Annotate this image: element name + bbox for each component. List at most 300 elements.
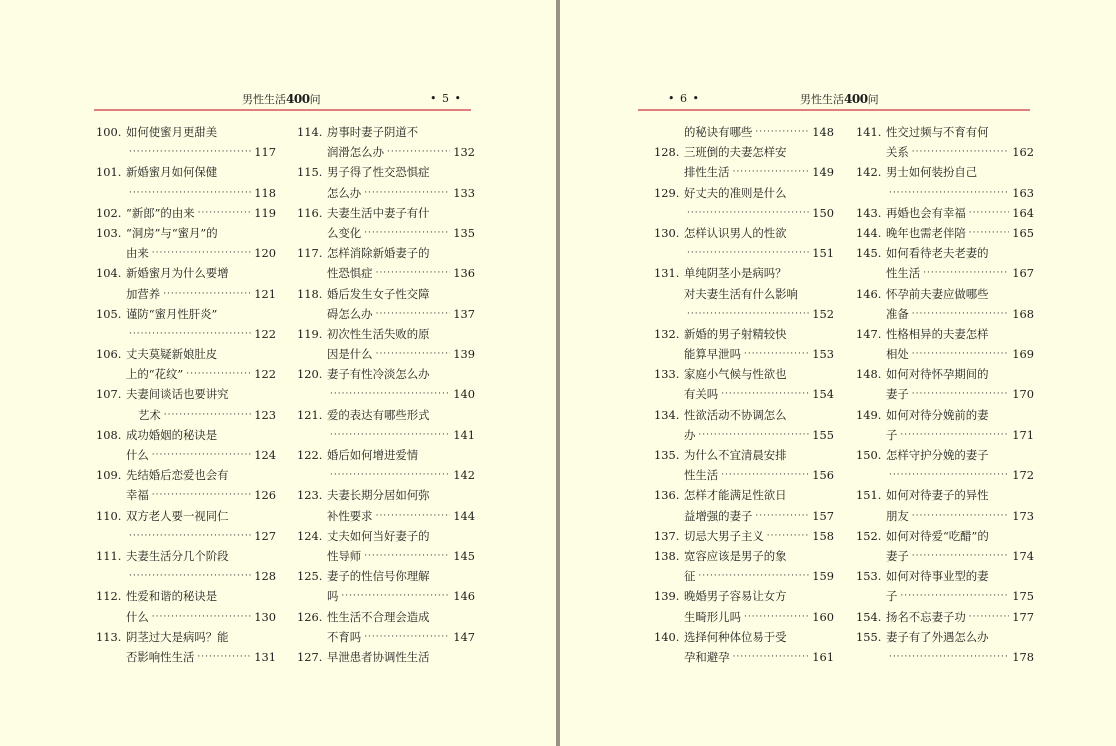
entry-page-number: 167 [1012, 266, 1034, 281]
toc-line [297, 284, 475, 304]
toc-line [654, 344, 834, 364]
toc-line [654, 506, 834, 526]
toc-line [297, 647, 475, 667]
entry-title: 初次性生活失败的原 [327, 326, 430, 341]
leader-dots [733, 162, 809, 182]
entry-page-number [787, 183, 809, 203]
leader-dots [767, 526, 809, 546]
left-page [0, 0, 556, 746]
toc-line [654, 445, 834, 465]
leader-dots [164, 405, 251, 425]
entry-page-number: 122 [254, 367, 276, 382]
entry-page-number: 157 [812, 508, 834, 523]
entry-number: 112. [96, 589, 122, 604]
leader-dots [969, 203, 1009, 223]
toc-line [856, 223, 1034, 243]
toc-line [856, 364, 1034, 384]
toc-line [96, 223, 276, 243]
entry-title: 否影响性生活 [126, 649, 195, 664]
entry-title: 妻子 [886, 548, 909, 563]
entry-page-number: 152 [812, 306, 834, 321]
entry-page-number [430, 284, 452, 304]
entry-page-number [430, 405, 452, 425]
entry-page-number [787, 142, 809, 162]
toc-line [654, 647, 834, 667]
toc-line [856, 263, 1034, 283]
toc-line [96, 546, 276, 566]
entry-number [654, 425, 684, 445]
entry-title: 如何看待老夫老妻的 [886, 246, 989, 261]
toc-line [856, 627, 1034, 647]
toc-line [856, 344, 1034, 364]
leader-dots [900, 586, 1009, 606]
entry-title: 晚年也需老伴陪 [886, 225, 966, 240]
entry-title: 婚后如何增进爱情 [327, 448, 419, 462]
entry-page-number: 155 [812, 427, 834, 442]
entry-page-number [430, 607, 452, 627]
entry-page-number [430, 324, 452, 344]
entry-page-number: 177 [1012, 609, 1034, 624]
entry-number: 117. [297, 246, 323, 261]
entry-page-number [787, 445, 809, 465]
entry-page-number [787, 546, 809, 566]
entry-page-number [430, 364, 452, 384]
entry-page-number [229, 384, 251, 404]
entry-title: 婚后发生女子性交障 [327, 286, 430, 301]
entry-number [654, 465, 684, 485]
entry-number: 134. [654, 407, 680, 422]
entry-number [96, 142, 126, 162]
entry-title: 怎样消除新婚妻子的 [327, 246, 430, 261]
entry-number: 137. [654, 528, 680, 543]
entry-page-number [430, 243, 452, 263]
toc-line [654, 142, 834, 162]
entry-number: 146. [856, 286, 882, 301]
toc-line [654, 203, 834, 223]
leader-dots [152, 607, 251, 627]
entry-number [297, 263, 327, 283]
entry-title: 吗 [327, 589, 339, 604]
entry-number: 126. [297, 609, 323, 624]
entry-title: 如何对待爱“吃醋”的 [886, 528, 989, 543]
entry-page-number [430, 566, 452, 586]
toc-column [297, 122, 475, 667]
entry-title: 妻子的性信号你理解 [327, 569, 430, 584]
entry-number [297, 384, 327, 404]
entry-title: 有关吗 [684, 387, 719, 402]
toc-line [856, 607, 1034, 627]
entry-number: 123. [297, 488, 323, 503]
toc-line [856, 304, 1034, 324]
leader-dots [721, 465, 809, 485]
entry-page-number: 131 [254, 649, 276, 664]
entry-title: 阴茎过大是病吗？能 [126, 629, 229, 644]
entry-number: 101. [96, 165, 122, 180]
entry-number: 149. [856, 407, 882, 422]
leader-dots [152, 445, 251, 465]
entry-number: 147. [856, 326, 882, 341]
entry-page-number: 154 [812, 387, 834, 402]
entry-number [856, 384, 886, 404]
entry-number: 109. [96, 468, 122, 483]
entry-number [856, 183, 886, 203]
entry-number [96, 284, 126, 304]
toc-line [654, 122, 834, 142]
entry-title: 性生活 [886, 266, 921, 281]
entry-page-number [430, 203, 452, 223]
entry-number [96, 183, 126, 203]
entry-number: 104. [96, 266, 122, 281]
toc-line [297, 627, 475, 647]
page-number: • 6 • [668, 92, 700, 105]
entry-page-number [989, 566, 1011, 586]
leader-dots [889, 183, 1009, 203]
toc-line [96, 162, 276, 182]
leader-dots [152, 243, 251, 263]
entry-title: 单纯阴茎小是病吗？ [684, 266, 787, 281]
entry-page-number [787, 223, 809, 243]
entry-title: “新郎”的由来 [126, 205, 195, 220]
leader-dots [330, 425, 450, 445]
entry-title: 新婚蜜月为什么要增 [126, 266, 229, 281]
leader-dots [900, 425, 1009, 445]
entry-number [297, 142, 327, 162]
entry-page-number: 165 [1012, 225, 1034, 240]
leader-dots [163, 284, 251, 304]
toc-line [96, 284, 276, 304]
entry-number: 140. [654, 629, 680, 644]
entry-page-number: 158 [812, 528, 834, 543]
indent [126, 405, 138, 425]
entry-page-number: 142 [453, 468, 475, 483]
entry-title: 的秘诀有哪些 [684, 125, 753, 139]
entry-page-number: 150 [812, 205, 834, 220]
toc-column [654, 122, 834, 667]
toc-line [96, 627, 276, 647]
toc-line [856, 384, 1034, 404]
entry-page-number: 149 [812, 165, 834, 180]
entry-number [96, 566, 126, 586]
leader-dots [376, 263, 450, 283]
toc-line [856, 526, 1034, 546]
entry-number: 131. [654, 266, 680, 281]
entry-page-number: 164 [1012, 205, 1034, 220]
entry-number [96, 526, 126, 546]
leader-dots [687, 304, 809, 324]
entry-title: 由来 [126, 246, 149, 261]
entry-page-number: 146 [453, 589, 475, 604]
toc-line [297, 506, 475, 526]
entry-number [654, 566, 684, 586]
entry-title: 夫妻长期分居如何弥 [327, 488, 430, 503]
leader-dots [969, 223, 1009, 243]
leader-dots [912, 384, 1009, 404]
entry-number [856, 465, 886, 485]
toc-line [297, 526, 475, 546]
toc-line [96, 465, 276, 485]
toc-line [856, 586, 1034, 606]
entry-title: 相处 [886, 347, 909, 362]
entry-page-number [989, 324, 1011, 344]
entry-title: 什么 [126, 448, 149, 462]
entry-page-number: 162 [1012, 145, 1034, 160]
toc-line [856, 506, 1034, 526]
entry-number [856, 586, 886, 606]
entry-page-number: 169 [1012, 347, 1034, 362]
entry-page-number: 173 [1012, 508, 1034, 523]
entry-page-number: 128 [254, 569, 276, 584]
leader-dots [687, 203, 809, 223]
entry-page-number [989, 405, 1011, 425]
toc-line [297, 546, 475, 566]
entry-title: 怎样守护分娩的妻子 [886, 448, 989, 462]
entry-page-number: 123 [254, 407, 276, 422]
entry-page-number: 161 [812, 649, 834, 664]
entry-page-number: 119 [254, 205, 276, 220]
toc-line [654, 586, 834, 606]
entry-page-number: 172 [1012, 468, 1034, 483]
toc-line [654, 162, 834, 182]
entry-title: 怎样认识男人的性欲 [684, 225, 787, 240]
toc-line [297, 607, 475, 627]
toc-line [654, 243, 834, 263]
entry-title: 上的“花纹” [126, 367, 184, 382]
entry-page-number: 136 [453, 266, 475, 281]
entry-number [297, 425, 327, 445]
toc-line [654, 183, 834, 203]
entry-page-number: 124 [254, 448, 276, 462]
toc-line [297, 263, 475, 283]
entry-page-number: 145 [453, 548, 475, 563]
entry-title: 准备 [886, 306, 909, 321]
entry-title: 家庭小气候与性欲也 [684, 367, 787, 382]
toc-column [856, 122, 1034, 667]
toc-line [96, 445, 276, 465]
entry-page-number [229, 465, 251, 485]
toc-line [96, 405, 276, 425]
entry-title: 妻子 [886, 387, 909, 402]
entry-title: 宽容应该是男子的象 [684, 548, 787, 563]
entry-number [297, 223, 327, 243]
entry-page-number: 175 [1012, 589, 1034, 604]
entry-page-number: 170 [1012, 387, 1034, 402]
toc-line [96, 243, 276, 263]
leader-dots [129, 142, 251, 162]
entry-page-number: 168 [1012, 306, 1034, 321]
leader-dots [923, 263, 1009, 283]
entry-number [856, 142, 886, 162]
leader-dots [687, 243, 809, 263]
entry-page-number [798, 284, 820, 304]
entry-page-number [229, 546, 251, 566]
leader-dots [129, 183, 251, 203]
entry-title: 性交过频与不育有何 [886, 125, 989, 139]
entry-title: 关系 [886, 145, 909, 160]
entry-title: 房事时妻子阴道不 [327, 125, 419, 139]
toc-line [297, 425, 475, 445]
entry-number: 110. [96, 508, 122, 523]
entry-page-number [787, 405, 809, 425]
entry-page-number [430, 647, 452, 667]
entry-number [654, 284, 684, 304]
entry-page-number [418, 445, 440, 465]
toc-line [96, 425, 276, 445]
toc-line [96, 142, 276, 162]
entry-number [856, 263, 886, 283]
entry-title: 谨防“蜜月性肝炎” [126, 306, 218, 321]
leader-dots [376, 506, 450, 526]
entry-number [96, 405, 126, 425]
entry-page-number [989, 445, 1011, 465]
entry-title: 新婚蜜月如何保健 [126, 165, 218, 180]
entry-number: 145. [856, 246, 882, 261]
entry-page-number: 122 [254, 326, 276, 341]
entry-number: 113. [96, 629, 122, 644]
toc-line [856, 243, 1034, 263]
entry-page-number: 120 [254, 246, 276, 261]
entry-title: 征 [684, 569, 696, 584]
toc-line [856, 485, 1034, 505]
entry-number: 152. [856, 528, 882, 543]
entry-title: 怎样才能满足性欲日 [684, 488, 787, 503]
entry-number: 122. [297, 448, 323, 462]
entry-number: 142. [856, 165, 882, 180]
leader-dots [889, 647, 1009, 667]
leader-dots [197, 647, 251, 667]
entry-page-number: 174 [1012, 548, 1034, 563]
entry-page-number [787, 263, 809, 283]
entry-number: 115. [297, 165, 323, 180]
leader-dots [744, 607, 809, 627]
entry-number [856, 425, 886, 445]
entry-number [297, 586, 327, 606]
entry-number: 103. [96, 225, 122, 240]
entry-page-number: 133 [453, 185, 475, 200]
leader-dots [364, 627, 450, 647]
entry-title: 切忌大男子主义 [684, 528, 764, 543]
entry-title: 扬名不忘妻子功 [886, 609, 966, 624]
entry-title: 夫妻间谈话也要讲究 [126, 387, 229, 402]
leader-dots [912, 546, 1009, 566]
entry-number [856, 304, 886, 324]
entry-title: 朋友 [886, 508, 909, 523]
left-running-header [94, 89, 470, 109]
entry-title: 怎么办 [327, 185, 362, 200]
entry-page-number [229, 627, 251, 647]
right-running-header [654, 89, 1030, 109]
entry-number: 139. [654, 589, 680, 604]
toc-line [297, 465, 475, 485]
toc-line [96, 607, 276, 627]
toc-line [654, 384, 834, 404]
entry-number: 144. [856, 225, 882, 240]
entry-number [297, 304, 327, 324]
toc-line [654, 284, 834, 304]
entry-title: 三班倒的夫妻怎样安 [684, 145, 787, 160]
entry-number [297, 465, 327, 485]
entry-title: 性爱和谐的秘诀是 [126, 589, 218, 604]
toc-line [654, 485, 834, 505]
entry-page-number [787, 586, 809, 606]
entry-page-number [430, 526, 452, 546]
toc-line [96, 324, 276, 344]
entry-number: 153. [856, 569, 882, 584]
toc-line [96, 183, 276, 203]
leader-dots [376, 304, 450, 324]
toc-line [856, 203, 1034, 223]
entry-number: 106. [96, 347, 122, 362]
entry-number [654, 384, 684, 404]
toc-line [856, 405, 1034, 425]
leader-dots [129, 526, 251, 546]
toc-line [96, 344, 276, 364]
toc-line [297, 485, 475, 505]
entry-page-number [217, 122, 239, 142]
entry-page-number [787, 485, 809, 505]
leader-dots [198, 203, 251, 223]
entry-number [654, 344, 684, 364]
leader-dots [186, 364, 251, 384]
leader-dots [912, 304, 1009, 324]
toc-line [96, 647, 276, 667]
entry-page-number: 140 [453, 387, 475, 402]
leader-dots [387, 142, 450, 162]
entry-number [297, 546, 327, 566]
entry-title: 选择何种体位易于受 [684, 629, 787, 644]
leader-dots [152, 485, 251, 505]
leader-dots [755, 122, 809, 142]
entry-title: 能算早泄吗 [684, 347, 741, 362]
leader-dots [330, 465, 450, 485]
entry-page-number: 153 [812, 347, 834, 362]
toc-line [96, 566, 276, 586]
entry-title: 补性要求 [327, 508, 373, 523]
toc-line [856, 647, 1034, 667]
toc-column [96, 122, 276, 667]
toc-line [297, 142, 475, 162]
entry-number: 111. [96, 548, 122, 563]
entry-title: 性生活不合理会造成 [327, 609, 430, 624]
entry-title: 艺术 [138, 407, 161, 422]
entry-page-number: 163 [1012, 185, 1034, 200]
entry-number [96, 324, 126, 344]
entry-page-number: 121 [254, 286, 276, 301]
entry-title: 男子得了性交恐惧症 [327, 165, 430, 180]
entry-number [297, 627, 327, 647]
entry-number: 135. [654, 448, 680, 462]
entry-number: 124. [297, 528, 323, 543]
entry-title: 什么 [126, 609, 149, 624]
header-rule [638, 109, 1030, 111]
entry-number: 155. [856, 629, 882, 644]
toc-line [856, 546, 1034, 566]
entry-page-number: 130 [254, 609, 276, 624]
leader-dots [912, 506, 1009, 526]
toc-line [297, 183, 475, 203]
toc-line [297, 384, 475, 404]
entry-number [96, 445, 126, 465]
entry-title: 夫妻生活中妻子有什 [327, 205, 430, 220]
entry-number: 151. [856, 488, 882, 503]
entry-number [654, 607, 684, 627]
entry-page-number: 144 [453, 508, 475, 523]
entry-number: 148. [856, 367, 882, 382]
entry-number: 118. [297, 286, 323, 301]
entry-page-number: 126 [254, 488, 276, 503]
entry-page-number: 135 [453, 225, 475, 240]
entry-number [654, 162, 684, 182]
leader-dots [733, 647, 809, 667]
